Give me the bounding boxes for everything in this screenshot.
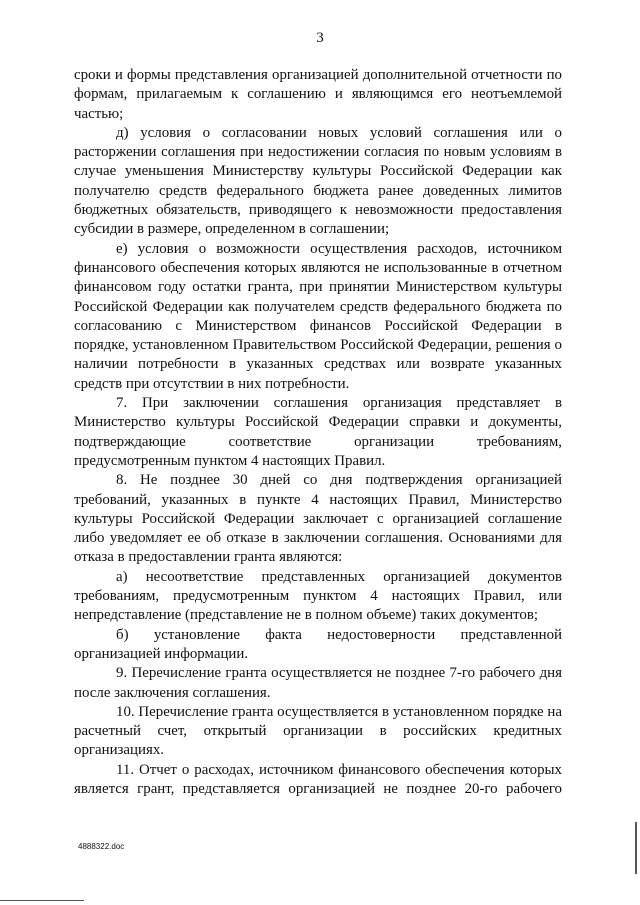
paragraph-d-conditions: д) условия о согласовании новых условий соглашения или о расторжении соглашения при недостижении согласия по новым условиям в случае уменьшения Министерству культуры Российской Федерации как получателю средств федерального бюджета ранее доведенных лимитов бюджетных обязательств, приводящего к невозможности предоставления субсидии в размере, определенном в соглашении;	[74, 124, 562, 238]
paragraph-b-refusal-reason: б) установление факта недостоверности представленной организацией информации.	[74, 626, 562, 662]
paragraph-9: 9. Перечисление гранта осуществляется не позднее 7-го рабочего дня после заключения соглашения.	[74, 665, 562, 701]
paragraph-7: 7. При заключении соглашения организация представляет в Министерство культуры Российской Федерации справки и документы, подтверждающие соответствие организации требованиям, предусмотренным пунктом 4 настоящих Правил.	[74, 395, 562, 469]
paragraph-11: 11. Отчет о расходах, источником финансового обеспечения которых является грант, представляется организацией не позднее 20-го рабочего	[74, 761, 562, 797]
paragraph-reporting-terms: сроки и формы представления организацией дополнительной отчетности по формам, прилагаемым к соглашению и являющимся его неотъемлемой частью;	[74, 67, 562, 122]
document-body	[74, 66, 562, 799]
document-file-reference: 4888322.doc	[78, 842, 125, 851]
paragraph-8: 8. Не позднее 30 дней со дня подтверждения организацией требований, указанных в пункте 4 настоящих Правил, Министерство культуры Российской Федерации заключает с организацией соглашение либо уведомляет ее об отказе в заключении соглашения. Основаниями для отказа в предоставлении гранта являются:	[74, 472, 562, 566]
paragraph-e-conditions: е) условия о возможности осуществления расходов, источником финансового обеспечения которых являются не использованные в отчетном финансовом году остатки гранта, при принятии Министерством культуры Российской Федерации как получателем средств федерального бюджета по согласованию с Министерством финансов Российской Федерации в порядке, установленном Правительством Российской Федерации, решения о наличии потребности в указанных средствах или возврате указанных средств при отсутствии в них потребности.	[74, 240, 562, 392]
paragraph-a-refusal-reason: а) несоответствие представленных организацией документов требованиям, предусмотренным пунктом 4 настоящих Правил, или непредставление (представление не в полном объеме) таких документов;	[74, 568, 562, 624]
page-number: 3	[316, 30, 324, 46]
paragraph-10: 10. Перечисление гранта осуществляется в установленном порядке на расчетный счет, открытый организации в российских кредитных организациях.	[74, 703, 562, 759]
scan-edge-mark	[635, 822, 637, 874]
bottom-divider	[0, 900, 84, 903]
